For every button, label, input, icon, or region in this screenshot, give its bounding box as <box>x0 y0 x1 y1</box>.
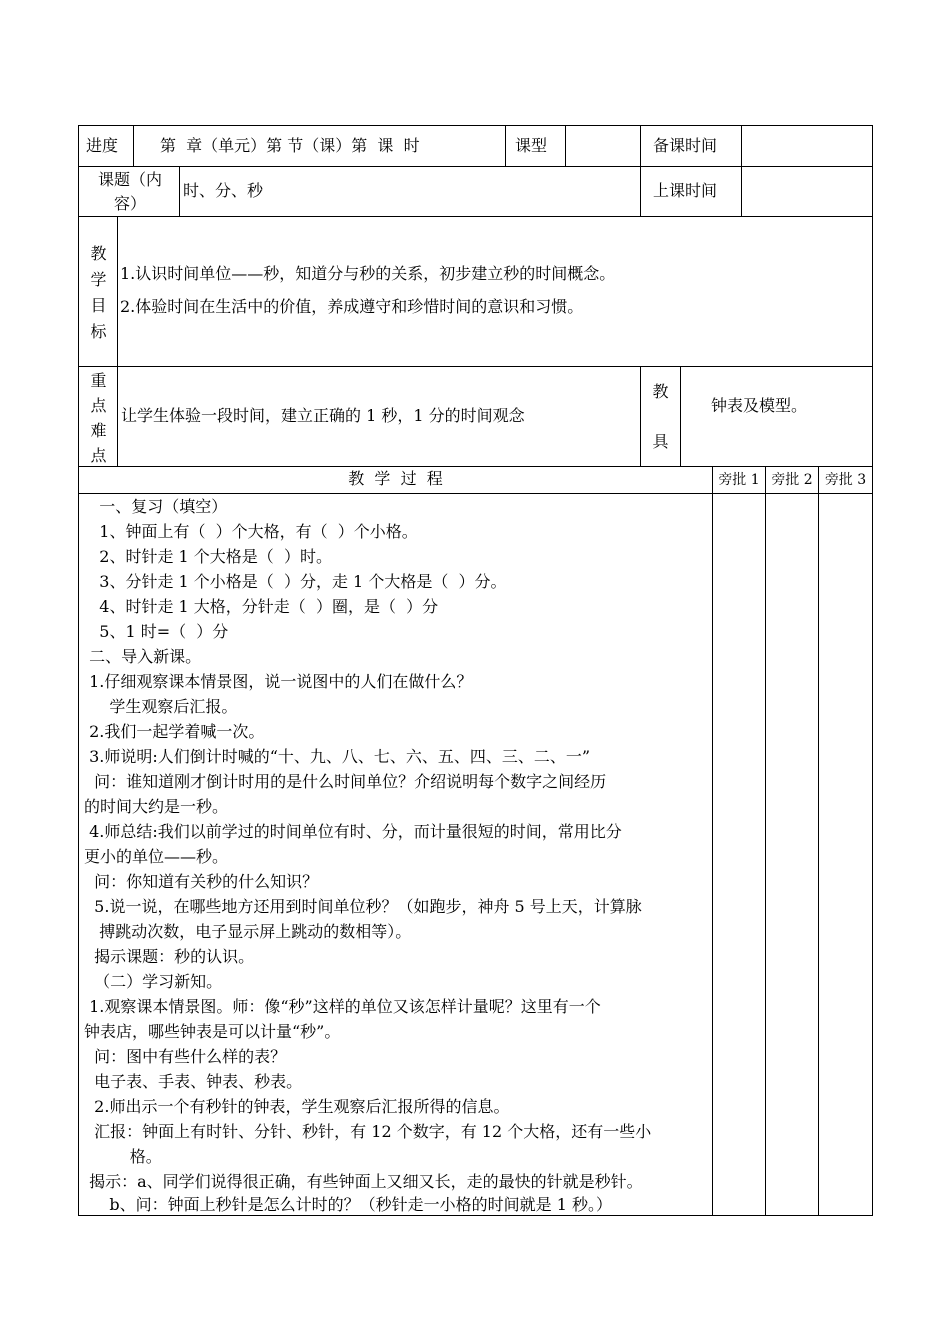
process-line: 5.说一说，在哪些地方还用到时间单位秒？（如跑步，神舟 5 号上天，计算脉 <box>84 897 642 916</box>
goals-label-char: 目 <box>90 296 107 315</box>
process-line: 汇报：钟面上有时针、分针、秒针，有 12 个数字，有 12 个大格，还有一些小 <box>84 1122 652 1141</box>
process-line: （二）学习新知。 <box>84 972 223 991</box>
process-line: 搏跳动次数，电子显示屏上跳动的数相等）。 <box>84 922 412 941</box>
topic-value: 时、分、秒 <box>183 181 264 200</box>
margin-note-header: 旁批 2 <box>771 472 813 488</box>
col-divider <box>640 125 641 216</box>
col-divider <box>565 125 566 166</box>
process-line: 4.师总结:我们以前学过的时间单位有时、分，而计量很短的时间，常用比分 <box>84 822 622 841</box>
process-line: 2.我们一起学着喊一次。 <box>84 722 265 741</box>
row-divider <box>78 466 873 467</box>
process-line: 揭示课题：秒的认识。 <box>84 947 255 966</box>
prep-time-label: 备课时间 <box>653 136 718 155</box>
process-line: 学生观察后汇报。 <box>84 697 238 716</box>
key-points-label-char: 难 <box>90 421 107 440</box>
process-line: 二、导入新课。 <box>84 647 202 666</box>
chapter-text: 第 章（单元）第 节（课）第 课 时 <box>160 136 420 155</box>
goals-label-char: 学 <box>90 270 107 289</box>
goals-label-char: 标 <box>90 322 107 341</box>
process-line: 的时间大约是一秒。 <box>84 797 229 816</box>
process-line: 1.仔细观察课本情景图，说一说图中的人们在做什么？ <box>84 672 473 691</box>
col-divider <box>741 125 742 216</box>
class-time-label: 上课时间 <box>653 181 718 200</box>
process-line: 一、复习（填空） <box>84 497 228 516</box>
teaching-tools-value: 钟表及模型。 <box>711 396 808 415</box>
goals-label-char: 教 <box>90 244 107 263</box>
process-title: 教 学 过 程 <box>348 469 443 488</box>
row-divider <box>78 366 873 367</box>
col-divider <box>818 466 819 1216</box>
process-line: 格。 <box>84 1147 162 1166</box>
key-points-label-char: 点 <box>90 446 107 465</box>
lesson-type-label: 课型 <box>515 136 548 155</box>
teaching-tools-label-char: 教 <box>652 382 669 401</box>
col-divider <box>117 216 118 466</box>
col-divider <box>680 366 681 466</box>
goal-item: 1.认识时间单位——秒，知道分与秒的关系，初步建立秒的时间概念。 <box>120 264 616 283</box>
key-points-text: 让学生体验一段时间，建立正确的 1 秒，1 分的时间观念 <box>121 406 525 425</box>
row-divider <box>78 166 873 167</box>
process-line: 更小的单位——秒。 <box>84 847 229 866</box>
process-line: 揭示：a、同学们说得很正确，有些钟面上又细又长，走的最快的针就是秒针。 <box>84 1172 643 1191</box>
process-line: 问：谁知道刚才倒计时用的是什么时间单位？介绍说明每个数字之间经历 <box>84 772 607 791</box>
process-line: 4、时针走 1 大格，分针走（ ）圈，是（ ）分 <box>84 597 439 616</box>
goal-item: 2.体验时间在生活中的价值，养成遵守和珍惜时间的意识和习惯。 <box>120 297 584 316</box>
process-line: 2.师出示一个有秒针的钟表，学生观察后汇报所得的信息。 <box>84 1097 510 1116</box>
process-line: b、问：钟面上秒针是怎么计时的？（秒针走一小格的时间就是 1 秒。） <box>84 1195 613 1214</box>
col-divider <box>505 125 506 166</box>
progress-label: 进度 <box>86 136 119 155</box>
margin-note-header: 旁批 3 <box>824 472 867 488</box>
margin-note-header: 旁批 1 <box>718 472 760 488</box>
col-divider <box>765 466 766 1216</box>
process-line: 3.师说明:人们倒计时喊的“十、九、八、七、六、五、四、三、二、一” <box>84 747 591 766</box>
process-line: 1.观察课本情景图。师：像“秒”这样的单位又该怎样计量呢？这里有一个 <box>84 997 601 1016</box>
teaching-tools-label-char: 具 <box>652 432 669 451</box>
process-line: 5、1 时=（ ）分 <box>84 622 229 641</box>
process-line: 1、钟面上有（ ）个大格，有（ ）个小格。 <box>84 522 418 541</box>
process-line: 电子表、手表、钟表、秒表。 <box>84 1072 303 1091</box>
process-line: 3、分针走 1 个小格是（ ）分，走 1 个大格是（ ）分。 <box>84 572 507 591</box>
topic-label: 容） <box>113 194 146 213</box>
key-points-label-char: 重 <box>90 371 107 390</box>
process-line: 钟表店，哪些钟表是可以计量“秒”。 <box>84 1022 341 1041</box>
process-line: 问：图中有些什么样的表？ <box>84 1047 287 1066</box>
process-line: 问：你知道有关秒的什么知识？ <box>84 872 319 891</box>
topic-label: 课题（内 <box>97 170 162 189</box>
col-divider <box>179 166 180 216</box>
process-line: 2、时针走 1 个大格是（ ）时。 <box>84 547 332 566</box>
row-divider <box>78 216 873 217</box>
col-divider <box>133 125 134 166</box>
col-divider <box>712 466 713 1216</box>
key-points-label-char: 点 <box>90 396 107 415</box>
